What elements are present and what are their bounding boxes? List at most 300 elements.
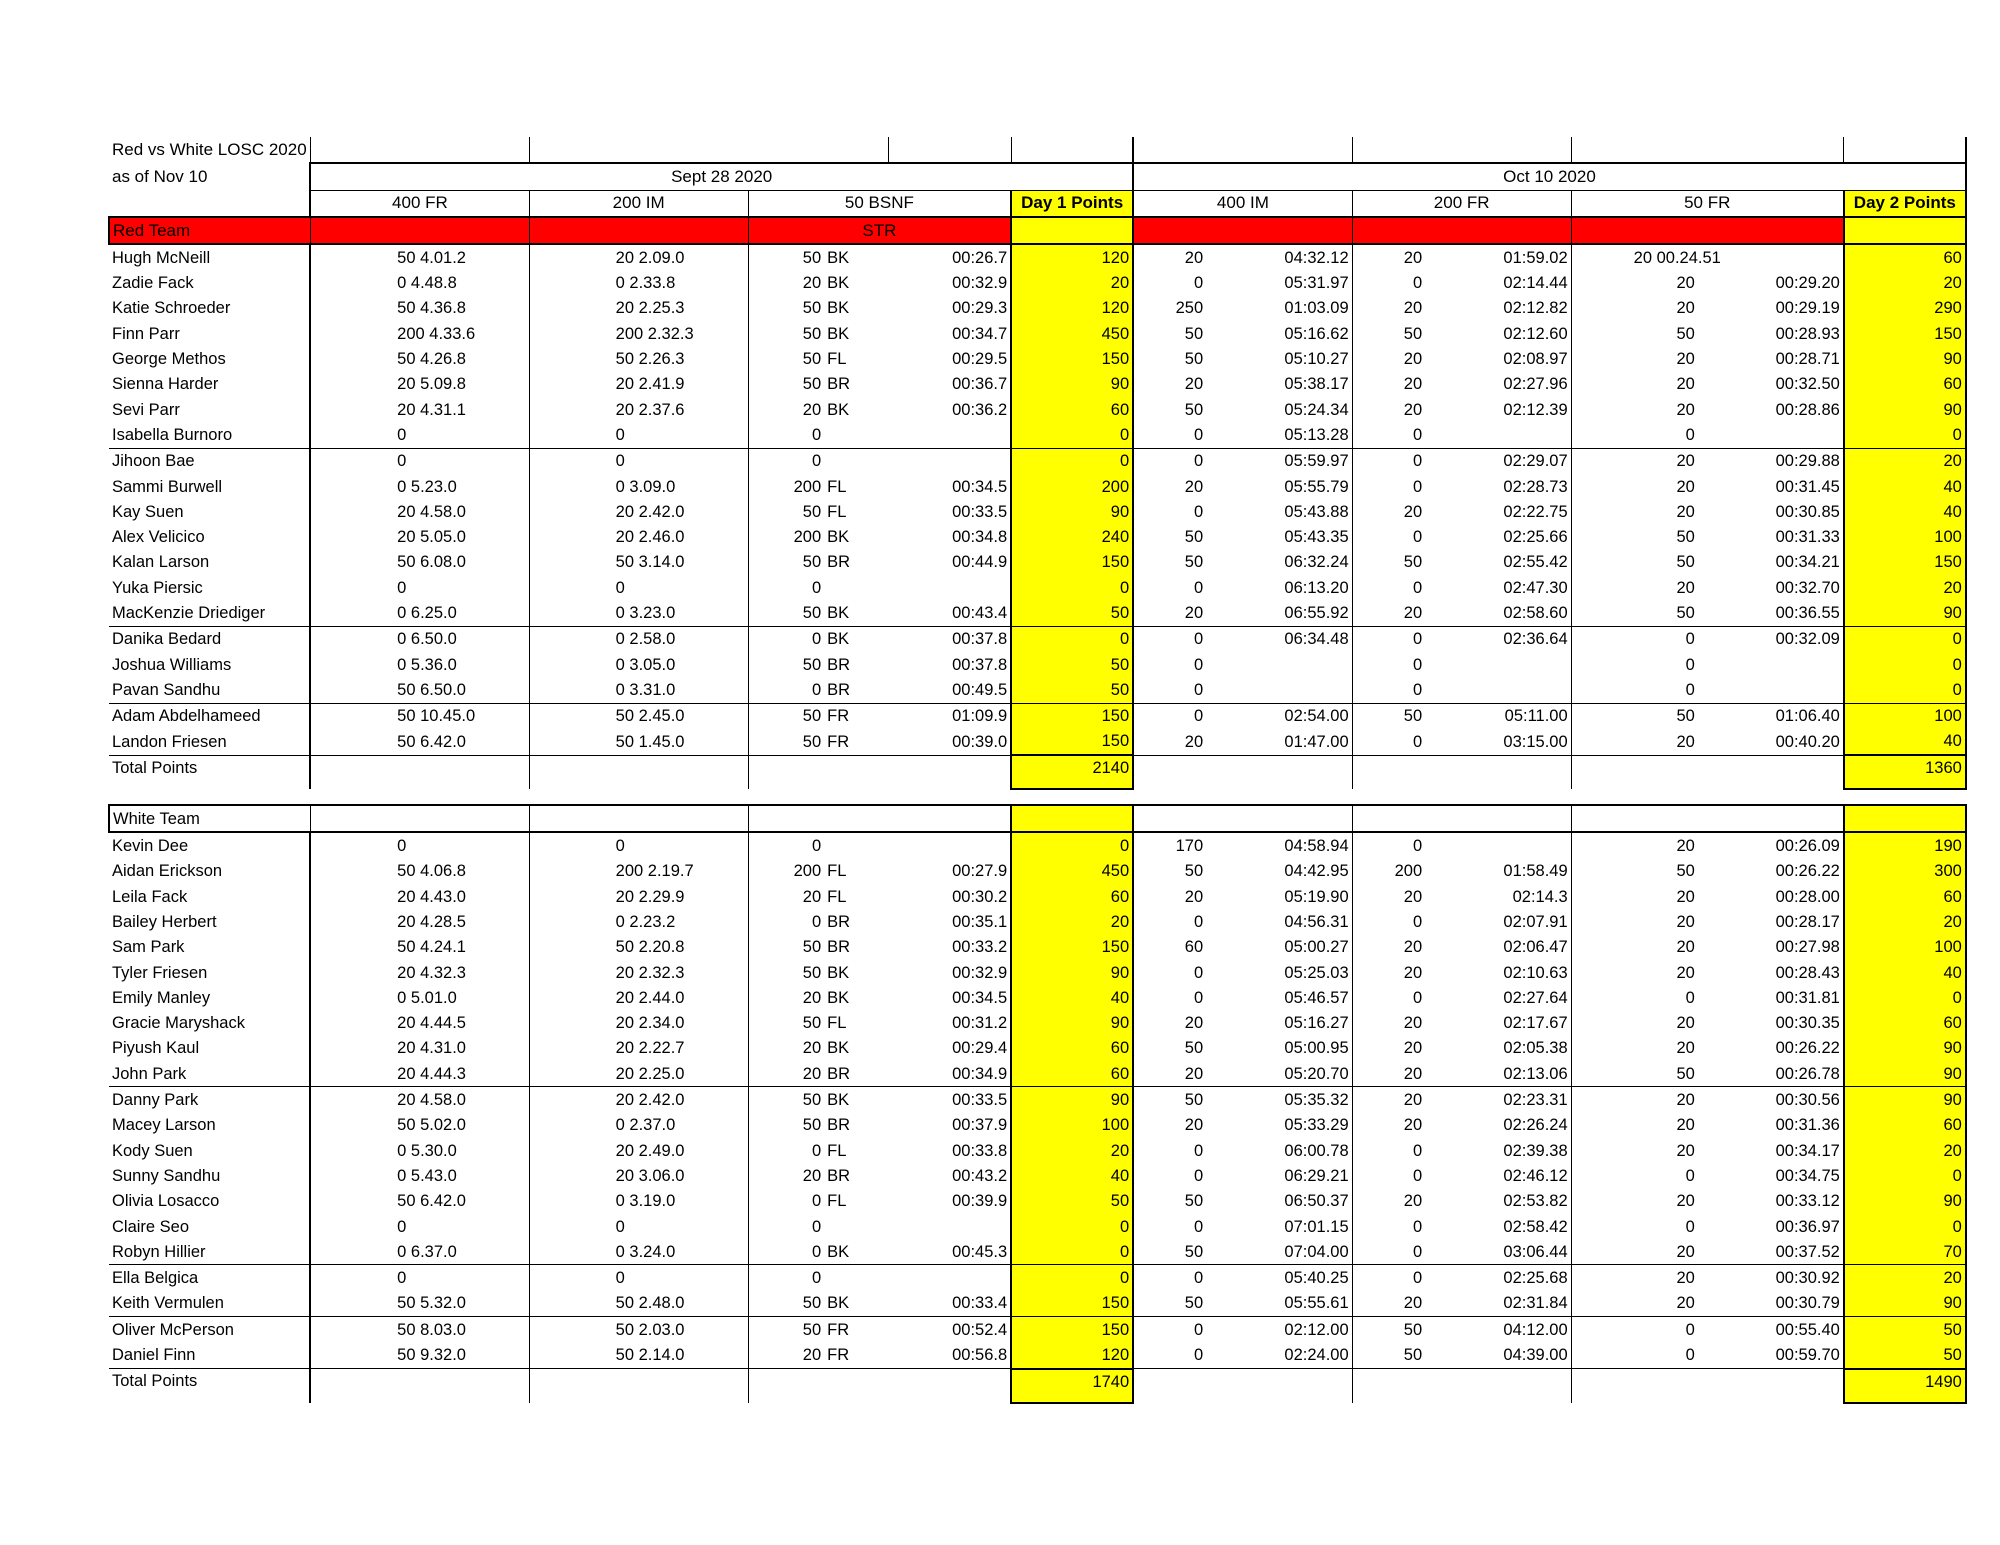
fr200-points: 50: [1352, 1342, 1448, 1368]
day1-points: 0: [1011, 626, 1133, 652]
im400-points: 0: [1133, 1265, 1229, 1291]
bsnf50-points: 50: [748, 244, 824, 270]
fr400-result: 0: [310, 832, 529, 858]
bsnf50-points: 0: [748, 832, 824, 858]
bsnf50-stroke: FL: [827, 862, 847, 881]
col-400im: 400 IM: [1216, 193, 1269, 213]
im400-points: 0: [1193, 655, 1204, 674]
total-label: Total Points: [109, 1369, 310, 1403]
swimmer-name: Sienna Harder: [112, 375, 219, 394]
bsnf50-points: 50: [748, 1087, 824, 1113]
day2-points: 90: [1844, 1291, 1966, 1317]
date-row: [109, 163, 1966, 190]
im400-points: 0: [1193, 578, 1204, 597]
fr400-result: 0 6.50.0: [310, 626, 529, 652]
bsnf50-points: 0: [748, 448, 824, 474]
fr400-result: 0 5.01.0: [310, 985, 529, 1010]
im200-result: 0: [529, 1265, 748, 1291]
day1-points: 60: [1011, 1061, 1133, 1087]
fr50-points: 20: [1571, 499, 1721, 524]
im400-points: 0: [1133, 448, 1229, 474]
bsnf50-points: 20: [748, 985, 824, 1010]
im200-result: 50 2.45.0: [529, 703, 748, 729]
table-row: [109, 1113, 1966, 1138]
fr200-time: 02:27.96: [1503, 375, 1568, 394]
im400-points: 20: [1184, 477, 1204, 496]
bsnf50-points: 20: [748, 1163, 824, 1188]
fr50-time: 00:30.85: [1775, 502, 1840, 521]
day2-points: 0: [1844, 1163, 1966, 1188]
day2-points: 0: [1844, 677, 1966, 703]
table-row: [109, 1036, 1966, 1061]
bsnf50-time: 00:33.5: [888, 1087, 1011, 1113]
fr200-points: 20: [1352, 935, 1448, 960]
fr200-points: 20: [1352, 346, 1448, 371]
day2-points: 20: [1844, 1265, 1966, 1291]
fr50-time: 00:27.98: [1775, 938, 1840, 957]
fr200-time: 02:58.60: [1503, 603, 1568, 622]
day1-points: 90: [1011, 499, 1133, 524]
day1-points: 50: [1011, 677, 1133, 703]
day2-points: 20: [1844, 448, 1966, 474]
im400-time: 06:32.24: [1284, 553, 1349, 572]
fr200-points: 20: [1352, 960, 1448, 985]
im200-result: 0: [529, 1214, 748, 1239]
day2-points: 60: [1844, 1011, 1966, 1036]
fr50-points: 0: [1571, 1163, 1721, 1188]
day1-points: 240: [1011, 524, 1133, 549]
fr200-points: 0: [1352, 1138, 1448, 1163]
bsnf50-points: 0: [748, 1265, 824, 1291]
day2-points: 60: [1844, 372, 1966, 397]
bsnf50-points: 20: [748, 1061, 824, 1087]
fr200-points: 0: [1352, 832, 1448, 858]
im400-time: 06:34.48: [1229, 626, 1352, 652]
im200-result: 0 2.58.0: [529, 626, 748, 652]
bsnf50-time: 00:45.3: [952, 1242, 1008, 1261]
swimmer-name: Sunny Sandhu: [112, 1166, 221, 1185]
fr50-time: 00:36.97: [1775, 1217, 1840, 1236]
im400-time: 05:13.28: [1284, 425, 1349, 444]
fr200-time: 04:39.00: [1503, 1346, 1568, 1365]
fr200-points: 20: [1352, 884, 1448, 909]
im400-time: 05:43.88: [1284, 502, 1349, 521]
fr400-result: 20 4.44.5: [310, 1011, 529, 1036]
im400-time: 06:50.37: [1284, 1192, 1349, 1211]
day1-points: 90: [1011, 1087, 1133, 1113]
bsnf50-time: 01:09.9: [888, 703, 1011, 729]
im400-time: 04:32.12: [1284, 248, 1349, 267]
bsnf50-time: 00:36.7: [952, 375, 1008, 394]
header-row: [109, 190, 1966, 217]
table-row: [109, 1214, 1966, 1239]
swimmer-name: Aidan Erickson: [112, 862, 223, 881]
bsnf50-stroke: [824, 1214, 888, 1239]
im200-result: 0 2.33.8: [529, 270, 748, 295]
day2-points: 90: [1844, 1189, 1966, 1214]
bsnf50-points: 0: [748, 1214, 824, 1239]
fr200-points: 20: [1352, 296, 1448, 321]
table-row: [109, 321, 1966, 346]
fr400-result: 50 9.32.0: [310, 1342, 529, 1368]
day2-points: 20: [1844, 909, 1966, 934]
im200-result: 20 2.37.6: [529, 397, 748, 422]
results-spreadsheet: [108, 137, 1967, 1404]
fr50-points: 20: [1571, 397, 1721, 422]
im400-time: 05:55.79: [1284, 477, 1349, 496]
im200-result: 50 1.45.0: [529, 729, 748, 755]
fr50-time: 00:28.93: [1775, 324, 1840, 343]
col-50bsnf: 50 BSNF: [748, 190, 1011, 217]
bsnf50-stroke: BK: [827, 274, 850, 293]
table-row: [109, 397, 1966, 422]
day1-points: 450: [1011, 859, 1133, 884]
day1-points: 120: [1011, 296, 1133, 321]
im200-result: 0: [529, 448, 748, 474]
im400-points: 20: [1184, 887, 1204, 906]
fr50-points: 20: [1571, 270, 1721, 295]
im400-points: 0: [1193, 425, 1204, 444]
day2-points: 0: [1844, 985, 1966, 1010]
day1-points: 150: [1011, 729, 1133, 755]
day2-points: 0: [1844, 652, 1966, 677]
bsnf50-stroke: BK: [827, 324, 850, 343]
day2-points: 70: [1844, 1239, 1966, 1265]
col-day1-points: Day 1 Points: [1011, 190, 1133, 217]
day1-points: 120: [1011, 244, 1133, 270]
im200-result: 0 2.23.2: [529, 909, 748, 934]
swimmer-name: Sammi Burwell: [112, 477, 223, 496]
im200-result: 20 2.09.0: [529, 244, 748, 270]
day2-points: 90: [1844, 1036, 1966, 1061]
table-row: [109, 1138, 1966, 1163]
fr200-points: 50: [1352, 1317, 1448, 1343]
im200-result: 0 3.09.0: [529, 474, 748, 499]
col-400fr: 400 FR: [310, 190, 529, 217]
bsnf50-time: [888, 448, 1011, 474]
table-row: [109, 524, 1966, 549]
im400-points: 60: [1184, 938, 1204, 957]
bsnf50-points: 0: [748, 677, 824, 703]
day2-points: 40: [1844, 729, 1966, 755]
im400-time: 04:58.94: [1284, 837, 1349, 856]
day1-points: 90: [1011, 1011, 1133, 1036]
day1-points: 60: [1011, 397, 1133, 422]
table-row: [109, 909, 1966, 934]
im400-time: 07:01.15: [1284, 1217, 1349, 1236]
fr50-time: 00:26.09: [1775, 837, 1840, 856]
fr50-points: 20: [1571, 372, 1721, 397]
im400-time: 05:59.97: [1229, 448, 1352, 474]
day2-points: 20: [1844, 575, 1966, 600]
im200-result: 0: [529, 422, 748, 448]
fr200-time: [1448, 832, 1571, 858]
fr200-time: 02:14.3: [1512, 887, 1568, 906]
day1-points: 450: [1011, 321, 1133, 346]
day1-points: 90: [1011, 960, 1133, 985]
fr200-points: 0: [1352, 626, 1448, 652]
bsnf50-points: 200: [748, 524, 824, 549]
bsnf50-time: 00:32.9: [952, 274, 1008, 293]
fr200-time: 02:10.63: [1503, 963, 1568, 982]
fr400-result: 0 6.37.0: [310, 1239, 529, 1265]
im400-points: 20: [1184, 603, 1204, 622]
table-row: [109, 935, 1966, 960]
col-day2-points: Day 2 Points: [1844, 190, 1966, 217]
im400-points: 20: [1184, 1116, 1204, 1135]
fr50-points: 0: [1571, 652, 1721, 677]
fr200-points: 20: [1352, 372, 1448, 397]
day2-points: 20: [1844, 270, 1966, 295]
table-row: [109, 960, 1966, 985]
table-row: [109, 448, 1966, 474]
day1-points: 150: [1011, 1291, 1133, 1317]
im400-points: 50: [1133, 1087, 1229, 1113]
fr200-time: 02:23.31: [1448, 1087, 1571, 1113]
im400-time: 04:42.95: [1284, 862, 1349, 881]
day1-date: Sept 28 2020: [310, 163, 1133, 190]
fr50-points: 20: [1571, 832, 1721, 858]
bsnf50-stroke: FR: [827, 1346, 850, 1365]
swimmer-name: Keith Vermulen: [112, 1294, 224, 1313]
swimmer-name: Kalan Larson: [112, 553, 210, 572]
day2-points: 100: [1844, 524, 1966, 549]
fr50-points: 20: [1571, 729, 1721, 755]
day2-points: 40: [1844, 499, 1966, 524]
table-row: [109, 499, 1966, 524]
bsnf50-stroke: BK: [827, 1039, 850, 1058]
im400-points: 50: [1184, 553, 1204, 572]
table-row: [109, 270, 1966, 295]
fr50-time: 00:30.56: [1721, 1087, 1844, 1113]
im400-points: 0: [1193, 1346, 1204, 1365]
bsnf50-points: 0: [748, 626, 824, 652]
fr400-result: 0 6.25.0: [310, 600, 529, 626]
bsnf50-points: 50: [748, 600, 824, 626]
fr50-time: 00:36.55: [1775, 603, 1840, 622]
table-row: [109, 372, 1966, 397]
fr400-result: 50 6.42.0: [310, 1189, 529, 1214]
day2-date: Oct 10 2020: [1133, 163, 1966, 190]
fr50-points: 0: [1571, 677, 1721, 703]
table-row: [109, 346, 1966, 371]
bsnf50-points: 50: [748, 321, 824, 346]
fr400-result: 20 5.05.0: [310, 524, 529, 549]
fr400-result: 0: [310, 1265, 529, 1291]
bsnf50-time: 00:34.8: [952, 528, 1008, 547]
table-row: [109, 1189, 1966, 1214]
im400-points: 50: [1184, 400, 1204, 419]
bsnf50-points: 0: [748, 909, 824, 934]
bsnf50-stroke: BK: [827, 988, 850, 1007]
bsnf50-stroke: FL: [827, 502, 847, 521]
im400-points: 20: [1184, 375, 1204, 394]
table-row: [109, 575, 1966, 600]
fr400-result: 0 5.36.0: [310, 652, 529, 677]
fr400-result: 0: [310, 448, 529, 474]
table-row: [109, 884, 1966, 909]
swimmer-name: Bailey Herbert: [112, 912, 217, 931]
day1-points: 20: [1011, 1138, 1133, 1163]
bsnf50-time: 00:56.8: [952, 1346, 1008, 1365]
fr200-time: 02:53.82: [1503, 1192, 1568, 1211]
bsnf50-stroke: [824, 422, 888, 448]
im200-result: 20 2.42.0: [529, 1087, 748, 1113]
title-row: [109, 137, 1966, 163]
table-row: [109, 422, 1966, 448]
bsnf50-points: 50: [748, 1011, 824, 1036]
swimmer-name: Isabella Burnoro: [112, 425, 233, 444]
bsnf50-points: 50: [748, 935, 824, 960]
col-200fr: 200 FR: [1352, 190, 1571, 217]
str-label: STR: [748, 217, 1011, 244]
fr50-time: 00:34.75: [1775, 1166, 1840, 1185]
table-row: [109, 652, 1966, 677]
fr400-result: 50 6.42.0: [310, 729, 529, 755]
fr200-points: 0: [1352, 729, 1448, 755]
fr400-result: 200 4.33.6: [310, 321, 529, 346]
day2-points: 150: [1844, 550, 1966, 575]
bsnf50-time: [888, 832, 1011, 858]
day2-points: 100: [1844, 703, 1966, 729]
fr50-time: 00:31.81: [1775, 988, 1840, 1007]
im400-points: 50: [1184, 862, 1204, 881]
fr200-points: 200: [1352, 859, 1448, 884]
fr50-points: 20: [1571, 1011, 1721, 1036]
table-row: [109, 703, 1966, 729]
im200-result: 50 2.48.0: [529, 1291, 748, 1317]
bsnf50-stroke: BK: [824, 626, 888, 652]
im200-result: 50 2.14.0: [529, 1342, 748, 1368]
bsnf50-points: 50: [748, 1317, 824, 1343]
day1-points: 50: [1011, 652, 1133, 677]
day2-points: 150: [1844, 321, 1966, 346]
im400-time: 05:00.95: [1284, 1039, 1349, 1058]
fr200-time: 01:58.49: [1503, 862, 1568, 881]
fr50-time: [1721, 677, 1844, 703]
bsnf50-points: 50: [748, 372, 824, 397]
bsnf50-stroke: BR: [827, 1116, 851, 1135]
fr400-result: 20 4.31.1: [310, 397, 529, 422]
fr200-points: 0: [1352, 985, 1448, 1010]
day2-points: 290: [1844, 296, 1966, 321]
im400-points: 20: [1184, 1014, 1204, 1033]
bsnf50-time: 00:31.2: [952, 1014, 1008, 1033]
day1-points: 40: [1011, 985, 1133, 1010]
table-row: [109, 1291, 1966, 1317]
table-row: [109, 677, 1966, 703]
im400-points: 0: [1193, 680, 1204, 699]
bsnf50-stroke: BK: [827, 248, 850, 267]
fr50-time: [1721, 652, 1844, 677]
fr400-result: 50 4.36.8: [310, 296, 529, 321]
fr400-result: 50 6.08.0: [310, 550, 529, 575]
im400-points: 50: [1184, 1039, 1204, 1058]
bsnf50-time: 00:29.4: [952, 1039, 1008, 1058]
swimmer-name: Zadie Fack: [112, 274, 194, 293]
day2-points: 90: [1844, 1061, 1966, 1087]
im400-points: 0: [1193, 912, 1204, 931]
im400-time: 01:03.09: [1284, 299, 1349, 318]
sheet-title: Red vs White LOSC 2020: [112, 140, 307, 160]
fr50-time: 00:28.43: [1775, 963, 1840, 982]
fr50-time: 00:37.52: [1775, 1242, 1840, 1261]
table-row: [109, 1163, 1966, 1188]
swimmer-name: Oliver McPerson: [109, 1317, 310, 1343]
fr50-time: 00:29.88: [1721, 448, 1844, 474]
bsnf50-stroke: [824, 832, 888, 858]
im200-result: 0 3.23.0: [529, 600, 748, 626]
bsnf50-time: 00:34.5: [952, 477, 1008, 496]
im400-time: 05:16.27: [1284, 1014, 1349, 1033]
bsnf50-time: 00:39.9: [952, 1192, 1008, 1211]
fr200-time: 03:15.00: [1503, 732, 1568, 751]
im200-result: 20 2.46.0: [529, 524, 748, 549]
swimmer-name: George Methos: [112, 350, 226, 369]
bsnf50-time: 00:33.5: [952, 502, 1008, 521]
total-label: Total Points: [109, 755, 310, 789]
im200-result: 50 3.14.0: [529, 550, 748, 575]
day1-points: 90: [1011, 372, 1133, 397]
fr50-points: 20: [1571, 474, 1721, 499]
total-day2-points: 1360: [1844, 755, 1966, 789]
im400-points: 50: [1184, 324, 1204, 343]
bsnf50-time: 00:35.1: [952, 912, 1008, 931]
fr400-result: 20 4.28.5: [310, 909, 529, 934]
im200-result: 200 2.32.3: [529, 321, 748, 346]
fr50-time: 00:26.22: [1775, 1039, 1840, 1058]
swimmer-name: Piyush Kaul: [112, 1039, 200, 1058]
fr50-points: 20: [1571, 909, 1721, 934]
swimmer-name: Ella Belgica: [109, 1265, 310, 1291]
day1-points: 20: [1011, 909, 1133, 934]
fr50-points: 20: [1571, 1239, 1721, 1265]
im400-time: 06:55.92: [1284, 603, 1349, 622]
day2-points: 60: [1844, 244, 1966, 270]
fr200-time: 02:25.68: [1448, 1265, 1571, 1291]
bsnf50-time: [888, 575, 1011, 600]
bsnf50-time: 00:37.8: [888, 626, 1011, 652]
bsnf50-time: 00:43.2: [952, 1166, 1008, 1185]
fr50-time: 00:40.20: [1775, 732, 1840, 751]
table-row: [109, 296, 1966, 321]
fr50-time: 00:32.70: [1775, 578, 1840, 597]
bsnf50-time: 00:30.2: [952, 887, 1008, 906]
bsnf50-time: 00:32.9: [952, 963, 1008, 982]
bsnf50-time: 00:27.9: [952, 862, 1008, 881]
bsnf50-stroke: FL: [827, 350, 847, 369]
fr200-time: 02:05.38: [1503, 1039, 1568, 1058]
total-row: [109, 1369, 1966, 1403]
bsnf50-time: 00:29.3: [952, 299, 1008, 318]
bsnf50-stroke: BR: [827, 1166, 851, 1185]
bsnf50-time: 00:33.8: [952, 1141, 1008, 1160]
im400-points: 0: [1193, 1141, 1204, 1160]
day1-points: 50: [1011, 1189, 1133, 1214]
fr200-points: 20: [1352, 244, 1448, 270]
bsnf50-stroke: BK: [827, 299, 850, 318]
fr50-time: [1721, 244, 1844, 270]
day2-points: 90: [1844, 600, 1966, 626]
bsnf50-points: 0: [748, 422, 824, 448]
bsnf50-time: [888, 1265, 1011, 1291]
bsnf50-time: 00:44.9: [952, 553, 1008, 572]
fr200-time: 02:28.73: [1503, 477, 1568, 496]
fr200-points: 20: [1352, 1113, 1448, 1138]
fr50-time: 00:31.45: [1775, 477, 1840, 496]
bsnf50-points: 20: [748, 884, 824, 909]
fr400-result: 50 5.32.0: [310, 1291, 529, 1317]
